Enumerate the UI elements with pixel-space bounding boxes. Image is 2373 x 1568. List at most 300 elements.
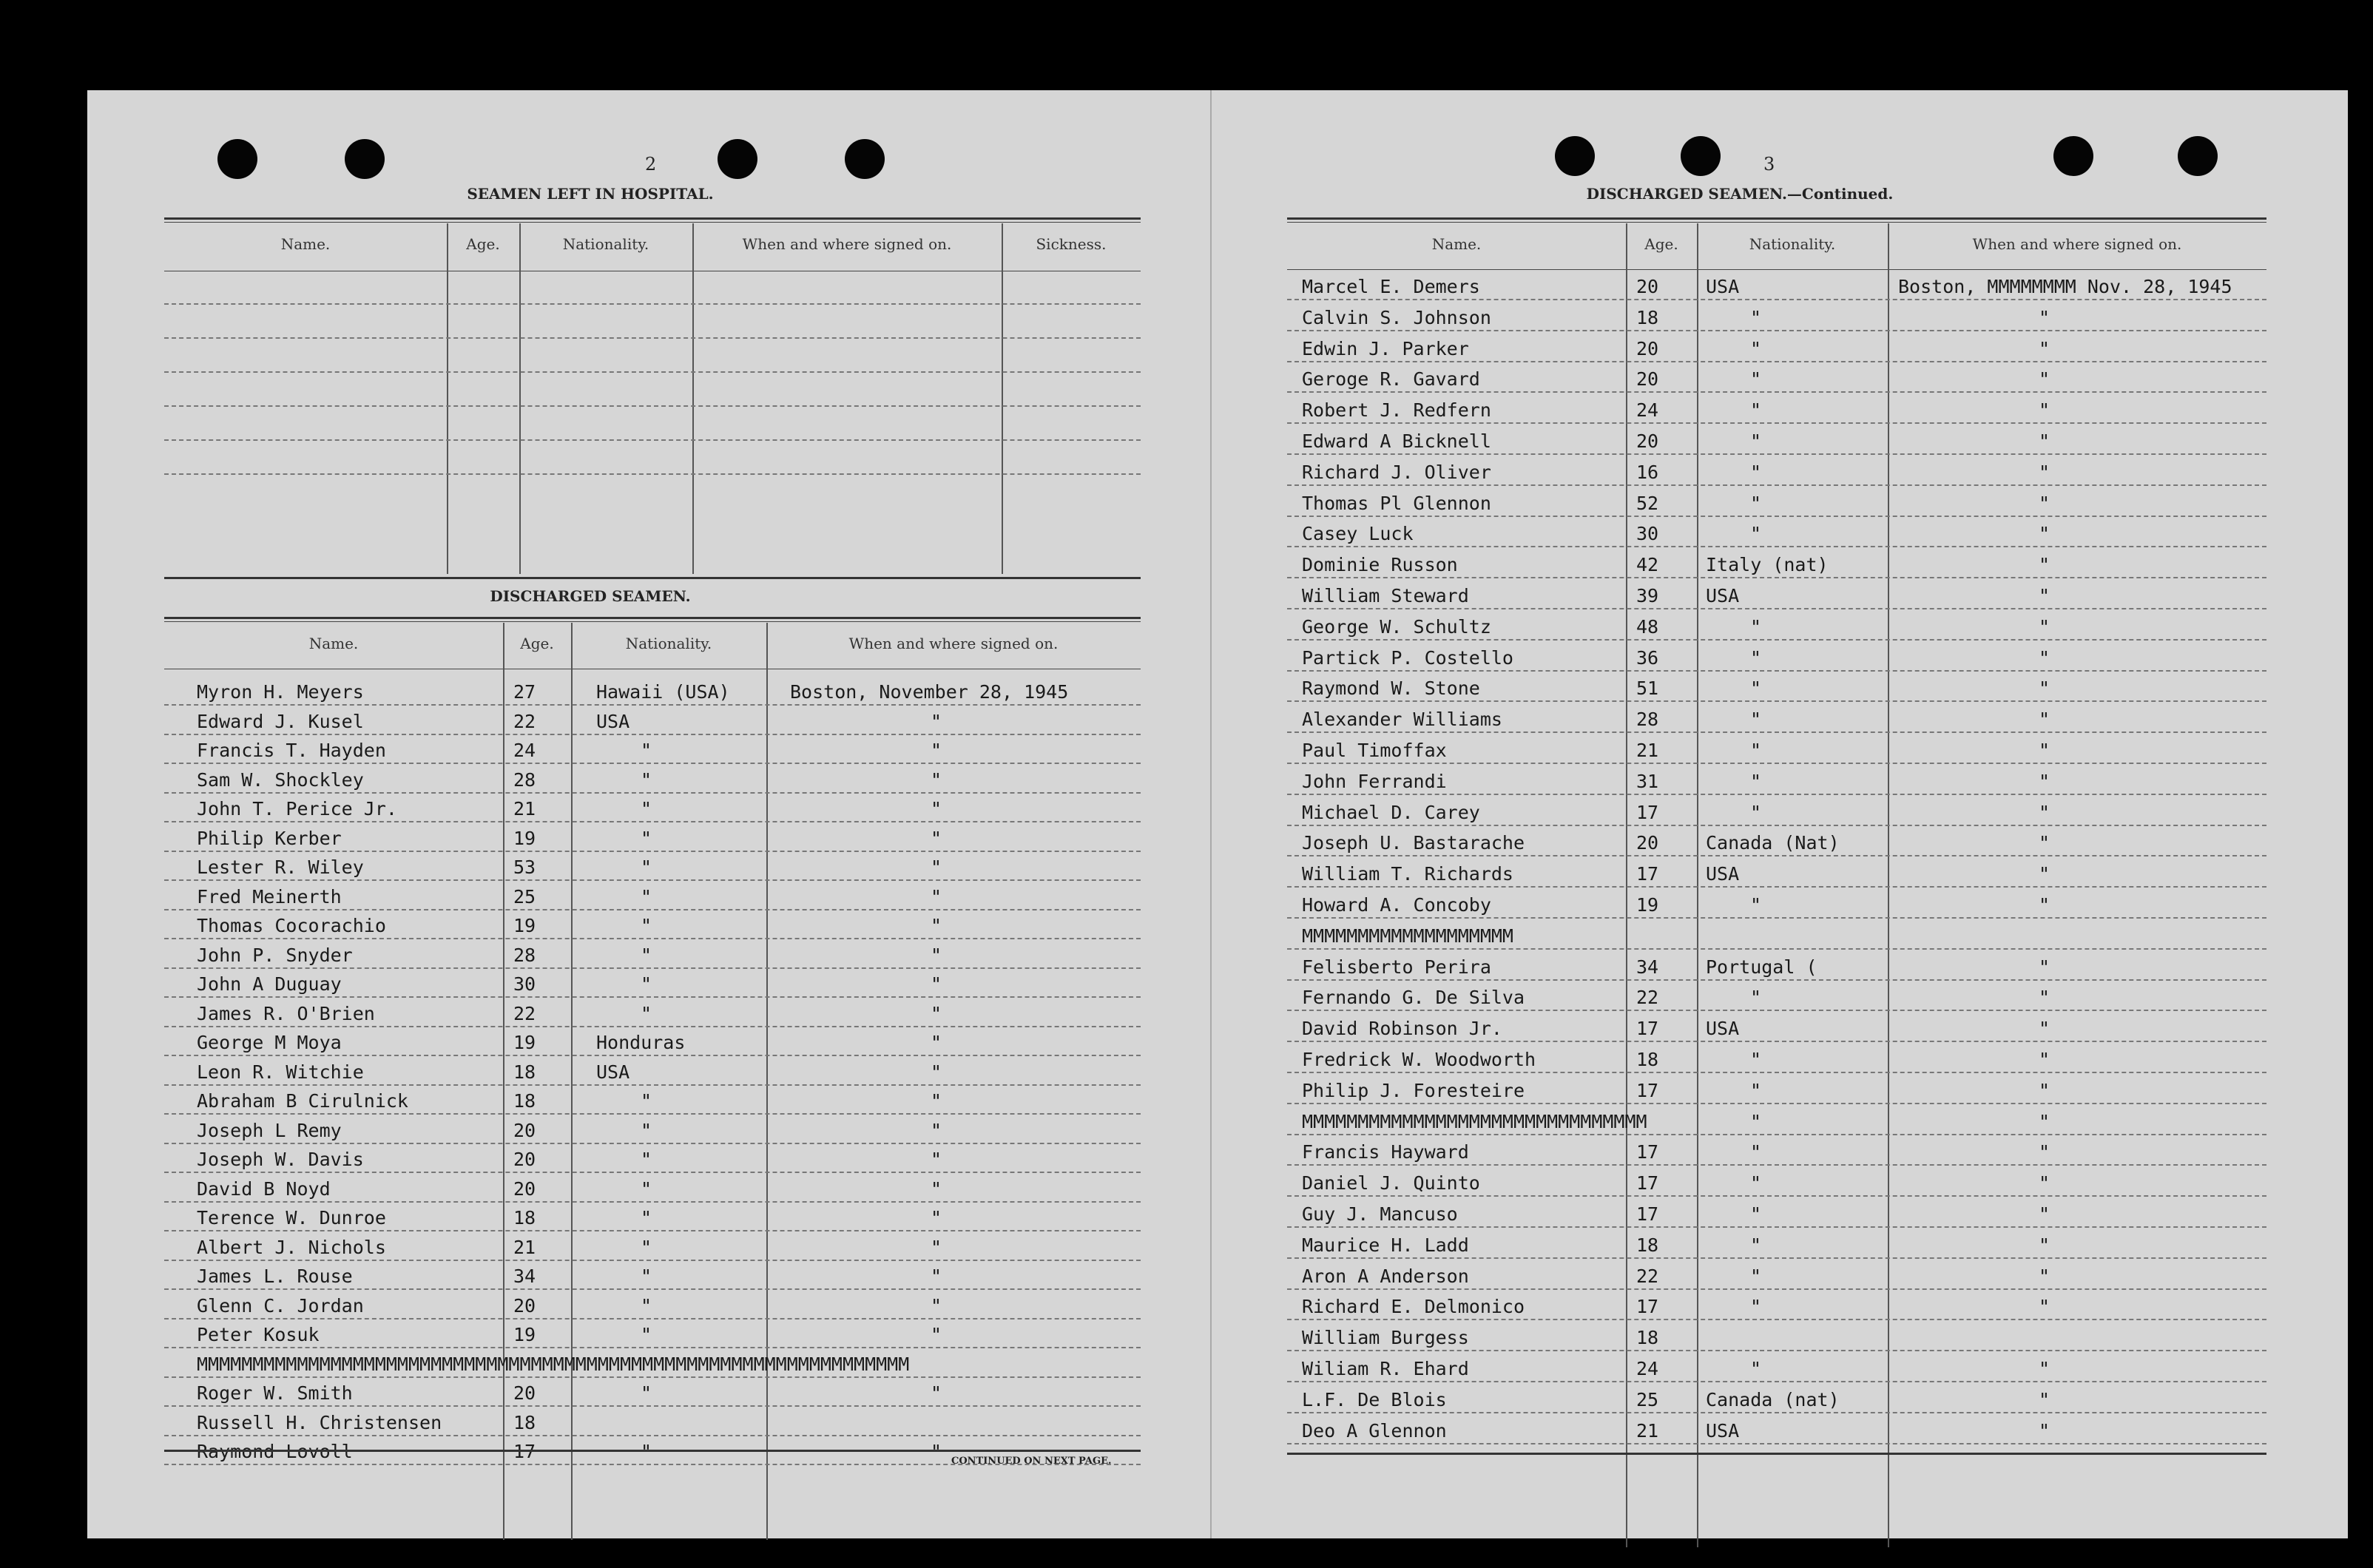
- seaman-nationality: USA: [1706, 1018, 1740, 1040]
- seaman-age: 17: [1636, 1018, 1659, 1040]
- discharged-header-nationality: Nationality.: [625, 635, 712, 652]
- hospital-section-title: SEAMEN LEFT IN HOSPITAL.: [467, 185, 714, 203]
- seaman-signed-on: ": [2039, 1172, 2050, 1194]
- seaman-nationality: ": [1750, 461, 1762, 483]
- seaman-name: Russell H. Christensen: [197, 1411, 442, 1433]
- seaman-nationality: ": [1750, 337, 1762, 359]
- seaman-signed-on: ": [931, 1441, 942, 1462]
- continued-note: CONTINUED ON NEXT PAGE.: [951, 1456, 1112, 1467]
- seaman-signed-on: ": [2039, 677, 2050, 700]
- seaman-name: Maurice H. Ladd: [1302, 1234, 1469, 1256]
- seaman-nationality: ": [641, 1149, 652, 1170]
- seaman-age: 18: [513, 1207, 536, 1229]
- seaman-signed-on: ": [2039, 1358, 2050, 1379]
- discharged-section-title: DISCHARGED SEAMEN.: [490, 587, 691, 605]
- row-rule: [164, 371, 1141, 373]
- seaman-name: Robert J. Redfern: [1302, 399, 1491, 422]
- row-rule: [164, 734, 1141, 735]
- seaman-name: Felisberto Perira: [1302, 956, 1491, 978]
- seaman-name: William T. Richards: [1302, 863, 1513, 885]
- row-rule: [1287, 1226, 2266, 1228]
- seaman-signed-on: ": [2039, 1234, 2050, 1256]
- seaman-nationality: USA: [1706, 276, 1740, 297]
- seaman-nationality: ": [1750, 1358, 1762, 1379]
- seaman-age: 20: [513, 1119, 536, 1141]
- seaman-nationality: ": [641, 798, 652, 820]
- punch-hole: [345, 139, 385, 179]
- row-rule: [1287, 546, 2266, 547]
- seaman-nationality: ": [641, 973, 652, 995]
- rule: [164, 1450, 1141, 1452]
- right-page: [1210, 90, 2348, 1538]
- seaman-nationality: USA: [596, 710, 630, 732]
- column-divider: [519, 223, 521, 574]
- rule: [164, 217, 1141, 220]
- row-rule: [164, 938, 1141, 939]
- seaman-signed-on: ": [931, 798, 942, 820]
- seaman-signed-on: ": [2039, 801, 2050, 823]
- seaman-name: Glenn C. Jordan: [197, 1294, 364, 1317]
- row-rule: [1287, 639, 2266, 641]
- seaman-nationality: ": [641, 915, 652, 936]
- seaman-nationality: Italy (nat): [1706, 554, 1829, 576]
- column-divider: [692, 223, 694, 574]
- seaman-age: 24: [1636, 1358, 1659, 1379]
- seaman-age: 21: [1636, 740, 1659, 761]
- seaman-name: Wiliam R. Ehard: [1302, 1358, 1469, 1379]
- seaman-name: George W. Schultz: [1302, 615, 1491, 638]
- seaman-signed-on: ": [2039, 987, 2050, 1009]
- seaman-signed-on: ": [931, 973, 942, 995]
- rule: [1287, 269, 2266, 270]
- discharged-header-signed-on: When and where signed on.: [848, 635, 1059, 652]
- rule: [164, 577, 1141, 579]
- seaman-signed-on: ": [931, 915, 942, 936]
- row-rule: [1287, 391, 2266, 393]
- seaman-signed-on: ": [931, 827, 942, 849]
- seaman-signed-on: ": [2039, 306, 2050, 328]
- discharged-header-name: Name.: [308, 635, 359, 652]
- seaman-signed-on: ": [2039, 1203, 2050, 1225]
- seaman-name: Howard A. Concoby: [1302, 894, 1491, 916]
- seaman-name: Philip J. Foresteire: [1302, 1079, 1525, 1101]
- seaman-signed-on: ": [2039, 863, 2050, 885]
- seaman-name: Edwin J. Parker: [1302, 337, 1469, 359]
- seaman-nationality: ": [641, 1177, 652, 1200]
- column-divider: [766, 623, 768, 1540]
- seaman-nationality: Portugal (: [1706, 956, 1817, 978]
- row-rule: [164, 704, 1141, 706]
- seaman-signed-on: ": [2039, 1265, 2050, 1287]
- seaman-age: 18: [1636, 1234, 1659, 1256]
- continued-section-title: DISCHARGED SEAMEN.—Continued.: [1586, 185, 1894, 203]
- row-rule: [1287, 794, 2266, 795]
- seaman-signed-on: ": [2039, 399, 2050, 422]
- row-rule: [164, 1376, 1141, 1378]
- seaman-age: 28: [513, 768, 536, 791]
- seaman-signed-on: ": [2039, 709, 2050, 731]
- seaman-name: Richard E. Delmonico: [1302, 1296, 1525, 1318]
- seaman-nationality: ": [641, 856, 652, 878]
- hospital-header-name: Name.: [280, 235, 331, 253]
- row-rule: [1287, 1443, 2266, 1444]
- header-signed-on: When and where signed on.: [1972, 235, 2182, 253]
- rule: [164, 617, 1141, 619]
- seaman-name: Roger W. Smith: [197, 1382, 353, 1404]
- row-rule: [1287, 1412, 2266, 1413]
- row-rule: [1287, 1381, 2266, 1382]
- seaman-age: 51: [1636, 677, 1659, 700]
- row-rule: [164, 303, 1141, 305]
- seaman-age: 18: [513, 1411, 536, 1433]
- seaman-age: 17: [1636, 1172, 1659, 1194]
- seaman-age: 21: [513, 1236, 536, 1258]
- seaman-signed-on: ": [931, 885, 942, 908]
- rule: [164, 222, 1141, 223]
- seaman-name: Richard J. Oliver: [1302, 461, 1491, 483]
- seaman-signed-on: ": [2039, 1141, 2050, 1163]
- header-age: Age.: [1644, 235, 1678, 253]
- column-divider: [447, 223, 448, 574]
- seaman-signed-on: ": [931, 1090, 942, 1112]
- row-rule: [164, 851, 1141, 852]
- seaman-age: 17: [1636, 1141, 1659, 1163]
- seaman-age: 22: [513, 1002, 536, 1024]
- page-number: 2: [645, 154, 657, 175]
- seaman-name: Edward A Bicknell: [1302, 430, 1491, 452]
- row-rule: [1287, 577, 2266, 578]
- seaman-nationality: ": [641, 885, 652, 908]
- seaman-nationality: ": [1750, 523, 1762, 545]
- seaman-nationality: Canada (nat): [1706, 1388, 1840, 1410]
- seaman-nationality: ": [641, 1236, 652, 1258]
- seaman-name: Geroge R. Gavard: [1302, 368, 1480, 391]
- row-rule: [164, 1405, 1141, 1407]
- seaman-age: 24: [513, 740, 536, 761]
- seaman-name: James R. O'Brien: [197, 1002, 375, 1024]
- seaman-age: 21: [513, 798, 536, 820]
- seaman-name: Abraham B Cirulnick: [197, 1090, 408, 1112]
- seaman-name: Casey Luck: [1302, 523, 1414, 545]
- row-rule: [1287, 700, 2266, 702]
- row-rule: [1287, 1041, 2266, 1042]
- row-rule: [164, 473, 1141, 475]
- rule: [1287, 222, 2266, 223]
- seaman-age: 42: [1636, 554, 1659, 576]
- seaman-nationality: ": [1750, 615, 1762, 638]
- row-rule: [1287, 731, 2266, 733]
- seaman-age: 20: [513, 1294, 536, 1317]
- seaman-signed-on: ": [931, 856, 942, 878]
- row-rule: [164, 909, 1141, 910]
- seaman-name: William Steward: [1302, 585, 1469, 606]
- hospital-header-sickness: Sickness.: [1036, 235, 1107, 253]
- punch-hole: [1681, 136, 1721, 176]
- row-rule: [1287, 948, 2266, 950]
- seaman-signed-on: ": [931, 1324, 942, 1345]
- seaman-nationality: ": [1750, 430, 1762, 452]
- seaman-name: Guy J. Mancuso: [1302, 1203, 1458, 1225]
- seaman-age: 30: [513, 973, 536, 995]
- hospital-header-nationality: Nationality.: [562, 235, 649, 253]
- row-rule: [1287, 1319, 2266, 1320]
- seaman-name: Peter Kosuk: [197, 1324, 320, 1345]
- seaman-signed-on: Boston, November 28, 1945: [790, 681, 1069, 703]
- seaman-age: 17: [513, 1441, 536, 1462]
- punch-hole: [718, 139, 757, 179]
- row-rule: [164, 1172, 1141, 1173]
- seaman-name: Dominie Russon: [1302, 554, 1458, 576]
- row-rule: [1287, 1103, 2266, 1104]
- seaman-age: 20: [1636, 430, 1659, 452]
- punch-hole: [845, 139, 885, 179]
- seaman-signed-on: ": [2039, 337, 2050, 359]
- column-divider: [571, 623, 573, 1540]
- seaman-age: 20: [513, 1382, 536, 1404]
- seaman-age: 18: [1636, 1327, 1659, 1349]
- seaman-name: Joseph L Remy: [197, 1119, 342, 1141]
- seaman-age: 22: [1636, 987, 1659, 1009]
- seaman-name: Philip Kerber: [197, 827, 342, 849]
- seaman-age: 30: [1636, 523, 1659, 545]
- row-rule: [1287, 1257, 2266, 1259]
- seaman-age: 20: [513, 1149, 536, 1170]
- seaman-signed-on: ": [2039, 1110, 2050, 1132]
- seaman-signed-on: ": [2039, 1419, 2050, 1442]
- seaman-signed-on: ": [2039, 430, 2050, 452]
- row-rule: [1287, 886, 2266, 888]
- seaman-name: John A Duguay: [197, 973, 342, 995]
- row-rule: [164, 405, 1141, 407]
- seaman-nationality: ": [1750, 770, 1762, 792]
- seaman-signed-on: ": [2039, 956, 2050, 978]
- header-name: Name.: [1431, 235, 1482, 253]
- column-divider: [1002, 223, 1003, 574]
- hospital-header-age: Age.: [466, 235, 500, 253]
- row-rule: [1287, 1134, 2266, 1135]
- seaman-age: 27: [513, 681, 536, 703]
- seaman-signed-on: ": [931, 1177, 942, 1200]
- row-rule: [1287, 763, 2266, 764]
- seaman-age: 17: [1636, 1296, 1659, 1318]
- seaman-name: Myron H. Meyers: [197, 681, 364, 703]
- seaman-signed-on: ": [931, 1265, 942, 1287]
- seaman-signed-on: ": [2039, 740, 2050, 761]
- seaman-nationality: ": [1750, 492, 1762, 514]
- left-page: [87, 90, 1210, 1538]
- seaman-age: 52: [1636, 492, 1659, 514]
- row-rule: [164, 821, 1141, 822]
- seaman-nationality: ": [1750, 709, 1762, 731]
- row-rule: [164, 1084, 1141, 1086]
- seaman-signed-on: ": [2039, 1079, 2050, 1101]
- row-rule: [164, 1055, 1141, 1056]
- seaman-signed-on: ": [2039, 554, 2050, 576]
- seaman-signed-on: ": [931, 1236, 942, 1258]
- seaman-signed-on: ": [931, 1119, 942, 1141]
- seaman-signed-on: ": [931, 710, 942, 732]
- seaman-signed-on: ": [931, 1061, 942, 1083]
- seaman-nationality: ": [641, 1119, 652, 1141]
- seaman-name: Edward J. Kusel: [197, 710, 364, 732]
- seaman-nationality: ": [1750, 1265, 1762, 1287]
- row-rule: [1287, 330, 2266, 331]
- seaman-age: 19: [513, 827, 536, 849]
- seaman-signed-on: ": [931, 740, 942, 761]
- row-rule: [164, 439, 1141, 441]
- punch-hole: [2178, 136, 2218, 176]
- seaman-age: 25: [1636, 1388, 1659, 1410]
- seaman-nationality: ": [641, 1324, 652, 1345]
- seaman-signed-on: ": [2039, 585, 2050, 606]
- seaman-signed-on: ": [931, 1207, 942, 1229]
- hospital-header-signed-on: When and where signed on.: [742, 235, 952, 253]
- seaman-age: 18: [513, 1061, 536, 1083]
- seaman-age: 22: [1636, 1265, 1659, 1287]
- seaman-name: Paul Timoffax: [1302, 740, 1447, 761]
- seaman-name: James L. Rouse: [197, 1265, 353, 1287]
- rule: [1287, 217, 2266, 220]
- seaman-age: 18: [1636, 1049, 1659, 1070]
- seaman-nationality: ": [641, 768, 652, 791]
- seaman-age: 17: [1636, 1203, 1659, 1225]
- row-rule: [164, 967, 1141, 969]
- column-divider: [503, 623, 504, 1540]
- row-rule: [1287, 608, 2266, 609]
- seaman-nationality: USA: [1706, 585, 1740, 606]
- row-rule: [164, 1288, 1141, 1290]
- row-rule: [1287, 299, 2266, 300]
- row-rule: [1287, 917, 2266, 919]
- seaman-nationality: ": [1750, 801, 1762, 823]
- seaman-age: 31: [1636, 770, 1659, 792]
- seaman-age: 16: [1636, 461, 1659, 483]
- seaman-signed-on: ": [2039, 1388, 2050, 1410]
- seaman-nationality: USA: [1706, 1419, 1740, 1442]
- seaman-nationality: ": [641, 827, 652, 849]
- seaman-name: Joseph U. Bastarache: [1302, 832, 1525, 854]
- seaman-name: Francis Hayward: [1302, 1141, 1469, 1163]
- seaman-age: 36: [1636, 646, 1659, 669]
- row-rule: [164, 996, 1141, 998]
- seaman-age: 28: [513, 944, 536, 966]
- seaman-signed-on: ": [2039, 832, 2050, 854]
- seaman-age: 18: [1636, 306, 1659, 328]
- seaman-age: 48: [1636, 615, 1659, 638]
- seaman-name: Daniel J. Quinto: [1302, 1172, 1480, 1194]
- seaman-nationality: USA: [596, 1061, 630, 1083]
- seaman-name: John Ferrandi: [1302, 770, 1447, 792]
- seaman-nationality: ": [641, 1207, 652, 1229]
- row-rule: [1287, 453, 2266, 455]
- seaman-signed-on: ": [2039, 1296, 2050, 1318]
- rule: [1287, 1453, 2266, 1455]
- row-rule: [164, 1113, 1141, 1115]
- seaman-name: Partick P. Costello: [1302, 646, 1513, 669]
- seaman-nationality: ": [1750, 1049, 1762, 1070]
- row-rule: [1287, 855, 2266, 856]
- seaman-nationality: ": [1750, 1141, 1762, 1163]
- seaman-nationality: ": [1750, 399, 1762, 422]
- seaman-nationality: ": [641, 1002, 652, 1024]
- seaman-age: 34: [513, 1265, 536, 1287]
- seaman-nationality: ": [641, 1090, 652, 1112]
- seaman-signed-on: ": [931, 1149, 942, 1170]
- row-rule: [164, 1201, 1141, 1203]
- row-rule: [1287, 1350, 2266, 1351]
- seaman-age: 20: [1636, 337, 1659, 359]
- seaman-name: Sam W. Shockley: [197, 768, 364, 791]
- header-nationality: Nationality.: [1749, 235, 1836, 253]
- seaman-age: 39: [1636, 585, 1659, 606]
- row-rule: [1287, 979, 2266, 981]
- seaman-name: David B Noyd: [197, 1177, 331, 1200]
- rule: [164, 621, 1141, 622]
- seaman-nationality: Hawaii (USA): [596, 681, 730, 703]
- seaman-name: Thomas Pl Glennon: [1302, 492, 1491, 514]
- row-rule: [1287, 1072, 2266, 1073]
- seaman-age: 20: [513, 1177, 536, 1200]
- seaman-age: 22: [513, 710, 536, 732]
- seaman-nationality: ": [641, 1294, 652, 1317]
- seaman-name: Aron A Anderson: [1302, 1265, 1469, 1287]
- row-rule: [164, 879, 1141, 881]
- seaman-signed-on: ": [2039, 894, 2050, 916]
- seaman-age: 19: [513, 1324, 536, 1345]
- seaman-name: Fred Meinerth: [197, 885, 342, 908]
- seaman-name: Raymond Lovoll: [197, 1441, 353, 1462]
- row-rule: [164, 763, 1141, 764]
- seaman-nationality: Canada (Nat): [1706, 832, 1840, 854]
- seaman-signed-on: ": [931, 1382, 942, 1404]
- punch-hole: [1555, 136, 1595, 176]
- seaman-signed-on: ": [931, 1032, 942, 1053]
- seaman-nationality: USA: [1706, 863, 1740, 885]
- seaman-age: 18: [513, 1090, 536, 1112]
- seaman-signed-on: ": [931, 1002, 942, 1024]
- row-rule: [1287, 1195, 2266, 1197]
- seaman-signed-on: ": [2039, 646, 2050, 669]
- seaman-signed-on: ": [2039, 615, 2050, 638]
- seaman-nationality: ": [641, 1265, 652, 1287]
- row-rule: [164, 1260, 1141, 1261]
- seaman-signed-on: ": [2039, 1049, 2050, 1070]
- seaman-signed-on: ": [931, 944, 942, 966]
- seaman-name: Terence W. Dunroe: [197, 1207, 386, 1229]
- seaman-name: Thomas Cocorachio: [197, 915, 386, 936]
- row-rule: [164, 1230, 1141, 1231]
- seaman-name: Raymond W. Stone: [1302, 677, 1480, 700]
- seaman-name: Albert J. Nichols: [197, 1236, 386, 1258]
- row-rule: [1287, 361, 2266, 362]
- row-rule: [164, 792, 1141, 794]
- seaman-name: Marcel E. Demers: [1302, 276, 1480, 297]
- seaman-nationality: ": [1750, 677, 1762, 700]
- seaman-name: MMMMMMMMMMMMMMMMMMM: [1302, 925, 1513, 947]
- punch-hole: [217, 139, 257, 179]
- seaman-signed-on: ": [2039, 1018, 2050, 1040]
- seaman-signed-on: ": [2039, 523, 2050, 545]
- seaman-nationality: ": [1750, 1172, 1762, 1194]
- seaman-age: 19: [1636, 894, 1659, 916]
- seaman-age: 17: [1636, 1079, 1659, 1101]
- page-number: 3: [1763, 154, 1775, 175]
- row-rule: [1287, 422, 2266, 424]
- seaman-signed-on: Boston, MMMMMMMM Nov. 28, 1945: [1898, 276, 2232, 297]
- seaman-name: Leon R. Witchie: [197, 1061, 364, 1083]
- discharged-header-age: Age.: [520, 635, 554, 652]
- row-rule: [1287, 1288, 2266, 1290]
